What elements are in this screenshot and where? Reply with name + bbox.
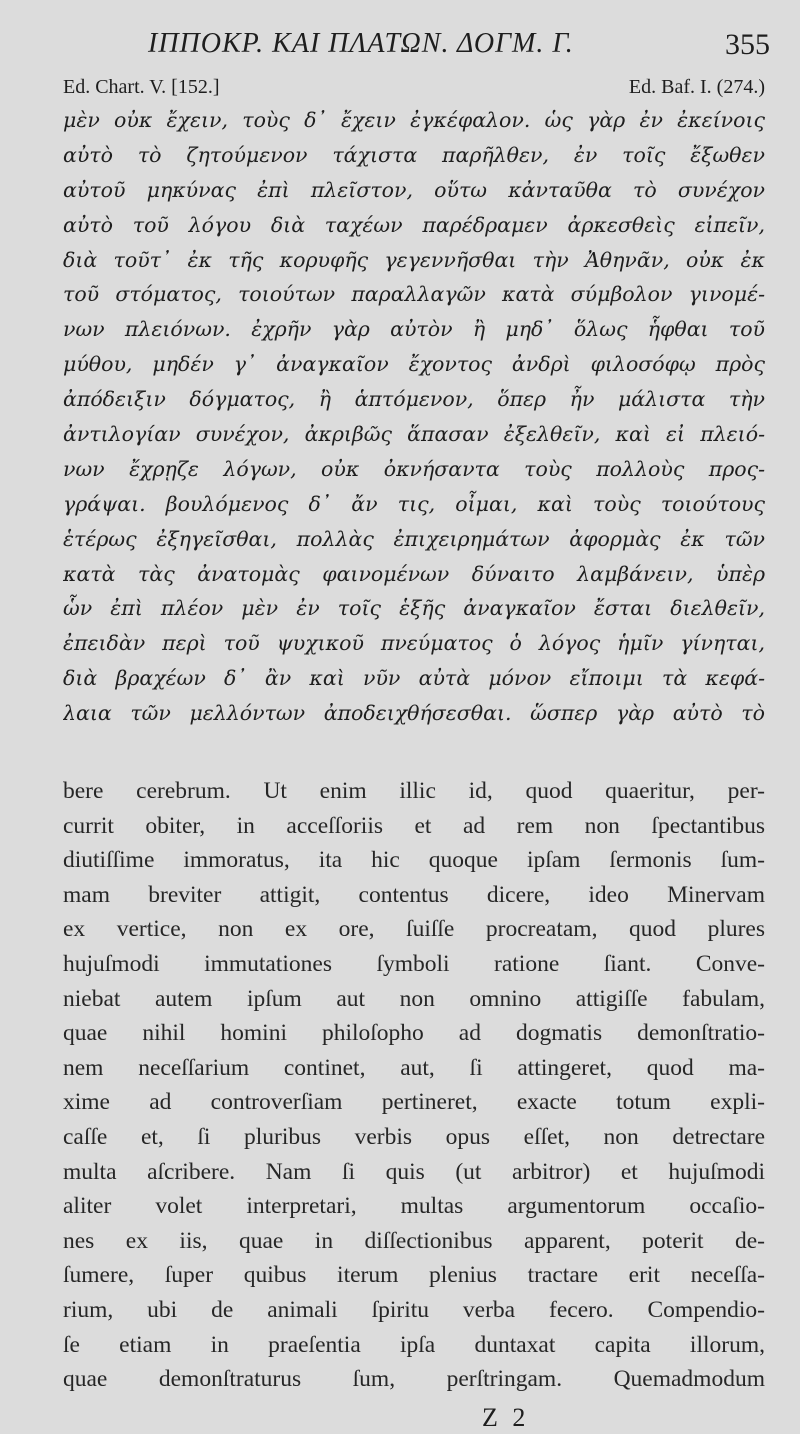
greek-line: νων ἔχρῃζε λόγων, οὐκ ὀκνήσαντα τοὺς πολλοὺς προς- [63,456,765,481]
greek-line: ἀντιλογίαν συνέχον, ἀκριβῶς ἅπασαν ἐξελθεῖν, καὶ εἰ πλειό- [63,422,765,447]
page-number: 355 [725,28,770,61]
latin-translation [63,774,765,1397]
latin-line: aliter volet interpretari, multas argumentorum occaſio- [63,1193,765,1220]
latin-line: niebat autem ipſum aut non omnino attigiſſe fabulam, [63,985,765,1012]
latin-line: hujuſmodi immutationes ſymboli ratione ſiant. Conve- [63,950,765,977]
latin-line: bere cerebrum. Ut enim illic id, quod quaeritur, per- [63,778,765,804]
running-head [0,28,770,68]
greek-line: γράψαι. βουλόμενος δ᾽ ἄν τις, οἶμαι, καὶ τοὺς τοιούτους [63,491,765,516]
latin-line: nem neceſſarium continet, aut, ſi attingeret, quod ma- [63,1054,765,1081]
greek-line: τοῦ στόματος, τοιούτων παραλλαγῶν κατὰ σύμβολον γινομέ- [63,282,765,307]
greek-line: ἀπόδειξιν δόγματος, ἢ ἁπτόμενον, ὅπερ ἦν μάλιστα τὴν [63,387,765,412]
latin-line: xime ad controverſiam pertineret, exacte totum expli- [63,1089,765,1116]
edition-chartier: Ed. Chart. V. [152.] [63,76,220,98]
latin-line: ex vertice, non ex ore, ſuiſſe procreatam, quod plures [63,916,765,943]
greek-line: μὲν οὐκ ἔχειν, τοὺς δ᾽ ἔχειν ἐγκέφαλον. ὡς γὰρ ἐν ἐκείνοις [63,108,765,132]
latin-line: ſe etiam in praeſentia ipſa duntaxat capita illorum, [63,1331,765,1358]
latin-line: caſſe et, ſi pluribus verbis opus eſſet, non detrectare [63,1123,765,1150]
greek-line: κατὰ τὰς ἀνατομὰς φαινομένων δύναιτο λαμβάνειν, ὑπὲρ [63,561,765,586]
greek-line: νων πλειόνων. ἐχρῆν γὰρ αὐτὸν ἢ μηδ᾽ ὅλως ἧφθαι τοῦ [63,317,765,342]
greek-line: αὐτοῦ μηκύνας ἐπὶ πλεῖστον, οὕτω κἀνταῦθα τὸ συνέχον [63,177,765,202]
latin-line: quae nihil homini philoſopho ad dogmatis demonſtratio- [63,1020,765,1047]
greek-text [63,103,765,731]
latin-line: nes ex iis, quae in diſſectionibus apparent, poterit de- [63,1227,765,1254]
edition-basel: Ed. Baf. I. (274.) [628,76,765,98]
greek-line: αὐτὸ τοῦ λόγου διὰ ταχέων παρέδραμεν ἀρκεσθεὶς εἰπεῖν, [63,212,765,237]
greek-line: διὰ τοῦτ᾽ ἐκ τῆς κορυφῆς γεγεννῆσθαι τὴν Ἀθηνᾶν, οὐκ ἐκ [63,247,765,272]
latin-line: quae demonſtraturus ſum, perſtringam. Quemadmodum [63,1366,765,1393]
greek-line: λαια τῶν μελλόντων ἀποδειχθήσεσθαι. ὥσπερ γὰρ αὐτὸ τὸ [63,701,765,726]
latin-line: multa aſcribere. Nam ſi quis (ut arbitror) et hujuſmodi [63,1158,765,1185]
greek-line: αὐτὸ τὸ ζητούμενον τάχιστα παρῆλθεν, ἐν τοῖς ἔξωθεν [63,142,765,167]
greek-line: ὧν ἐπὶ πλέον μὲν ἐν τοῖς ἑξῆς ἀναγκαῖον ἔσται διελθεῖν, [63,596,765,621]
signature-mark: Z 2 [482,1403,530,1432]
latin-line: currit obiter, in acceſſoriis et ad rem non ſpectantibus [63,812,765,839]
greek-line: ἐπειδὰν περὶ τοῦ ψυχικοῦ πνεύματος ὁ λόγος ἡμῖν γίνηται, [63,631,765,656]
running-title: ΙΠΠΟΚΡ. ΚΑΙ ΠΛΑΤΩΝ. ΔΟΓΜ. Γ. [148,28,574,59]
latin-line: mam breviter attigit, contentus dicere, ideo Minervam [63,881,765,908]
latin-line: rium, ubi de animali ſpiritu verba fecero. Compendio- [63,1296,765,1323]
greek-line: μύθου, μηδέν γ᾽ ἀναγκαῖον ἔχοντος ἀνδρὶ φιλοσόφῳ πρὸς [63,352,765,377]
greek-line: ἑτέρως ἐξηγεῖσθαι, πολλὰς ἐπιχειρημάτων ἀφορμὰς ἐκ τῶν [63,526,765,551]
greek-line: διὰ βραχέων δ᾽ ἂν καὶ νῦν αὐτὰ μόνον εἴποιμι τὰ κεφά- [63,666,765,691]
latin-line: ſumere, ſuper quibus iterum plenius tractare erit neceſſa- [63,1262,765,1289]
latin-line: diutiſſime immoratus, ita hic quoque ipſam ſermonis ſum- [63,847,765,874]
